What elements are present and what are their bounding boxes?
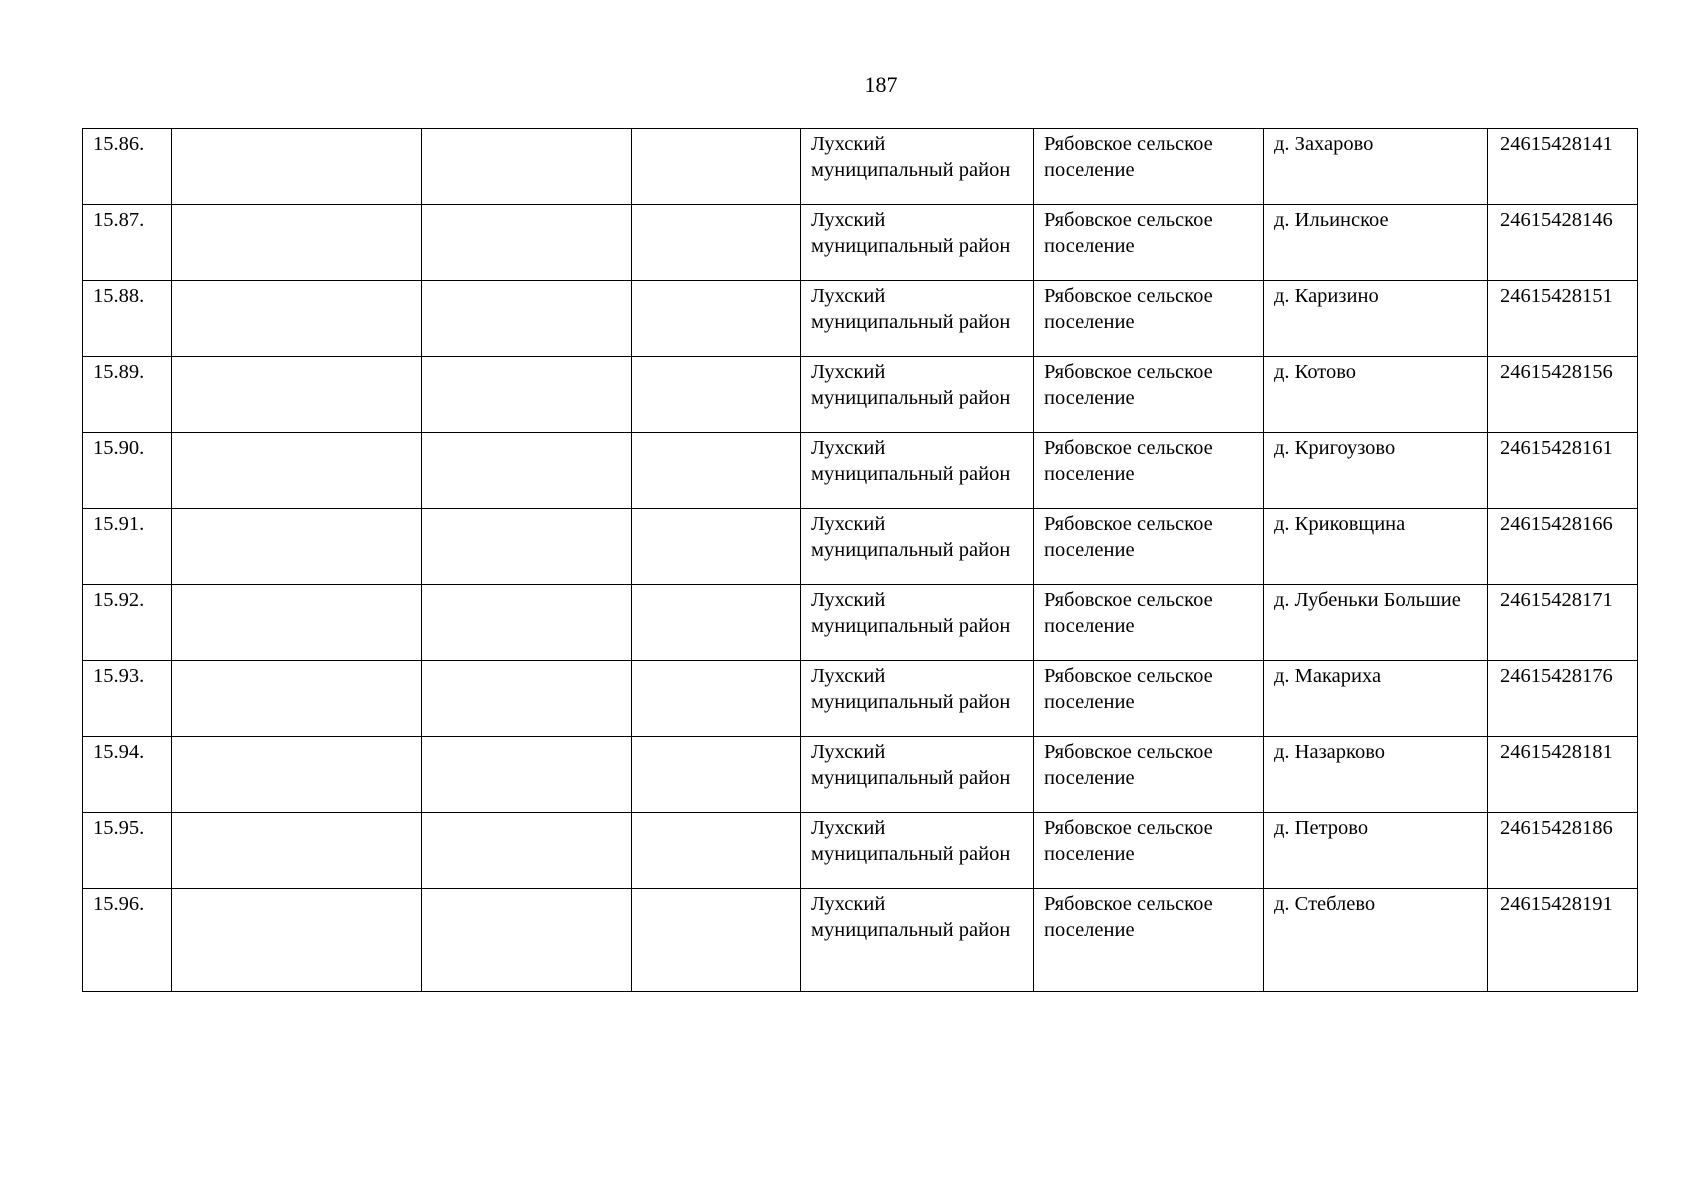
empty-cell [172, 813, 422, 889]
row-number: 15.94. [83, 737, 172, 813]
empty-cell [172, 661, 422, 737]
empty-cell [172, 357, 422, 433]
empty-cell [632, 129, 801, 205]
empty-cell [172, 205, 422, 281]
oktmo-code-cell: 24615428161 [1488, 433, 1638, 509]
settlement-cell: Рябовское сельское поселение [1034, 281, 1264, 357]
empty-cell [632, 281, 801, 357]
empty-cell [422, 509, 632, 585]
row-number: 15.92. [83, 585, 172, 661]
settlement-cell: Рябовское сельское поселение [1034, 509, 1264, 585]
empty-cell [172, 737, 422, 813]
oktmo-code-cell: 24615428151 [1488, 281, 1638, 357]
settlement-cell: Рябовское сельское поселение [1034, 433, 1264, 509]
settlement-cell: Рябовское сельское поселение [1034, 813, 1264, 889]
locality-cell: д. Каризино [1264, 281, 1488, 357]
table-row [83, 813, 1638, 889]
locality-table [82, 128, 1638, 992]
table-row [83, 585, 1638, 661]
oktmo-code-cell: 24615428141 [1488, 129, 1638, 205]
table-row [83, 889, 1638, 992]
empty-cell [422, 661, 632, 737]
oktmo-code-cell: 24615428171 [1488, 585, 1638, 661]
settlement-cell: Рябовское сельское поселение [1034, 205, 1264, 281]
settlement-cell: Рябовское сельское поселение [1034, 357, 1264, 433]
empty-cell [172, 509, 422, 585]
district-cell: Лухский муниципальный район [801, 813, 1034, 889]
row-number: 15.91. [83, 509, 172, 585]
district-cell: Лухский муниципальный район [801, 433, 1034, 509]
locality-cell: д. Кригоузово [1264, 433, 1488, 509]
row-number: 15.89. [83, 357, 172, 433]
locality-cell: д. Петрово [1264, 813, 1488, 889]
empty-cell [172, 889, 422, 992]
empty-cell [632, 585, 801, 661]
locality-cell: д. Лубеньки Большие [1264, 585, 1488, 661]
settlement-cell: Рябовское сельское поселение [1034, 585, 1264, 661]
row-number: 15.86. [83, 129, 172, 205]
empty-cell [632, 433, 801, 509]
row-number: 15.93. [83, 661, 172, 737]
district-cell: Лухский муниципальный район [801, 889, 1034, 992]
empty-cell [632, 509, 801, 585]
table-row [83, 661, 1638, 737]
table-row [83, 129, 1638, 205]
empty-cell [422, 813, 632, 889]
empty-cell [422, 433, 632, 509]
empty-cell [632, 661, 801, 737]
row-number: 15.87. [83, 205, 172, 281]
locality-cell: д. Криковщина [1264, 509, 1488, 585]
empty-cell [172, 585, 422, 661]
empty-cell [422, 357, 632, 433]
district-cell: Лухский муниципальный район [801, 281, 1034, 357]
locality-cell: д. Стеблево [1264, 889, 1488, 992]
empty-cell [632, 889, 801, 992]
empty-cell [422, 737, 632, 813]
empty-cell [172, 129, 422, 205]
oktmo-code-cell: 24615428176 [1488, 661, 1638, 737]
row-number: 15.95. [83, 813, 172, 889]
district-cell: Лухский муниципальный район [801, 205, 1034, 281]
district-cell: Лухский муниципальный район [801, 661, 1034, 737]
oktmo-code-cell: 24615428181 [1488, 737, 1638, 813]
locality-cell: д. Котово [1264, 357, 1488, 433]
oktmo-code-cell: 24615428191 [1488, 889, 1638, 992]
locality-cell: д. Макариха [1264, 661, 1488, 737]
locality-cell: д. Назарково [1264, 737, 1488, 813]
settlement-cell: Рябовское сельское поселение [1034, 661, 1264, 737]
empty-cell [172, 433, 422, 509]
page-number: 187 [864, 72, 898, 97]
empty-cell [172, 281, 422, 357]
table-row [83, 357, 1638, 433]
oktmo-code-cell: 24615428146 [1488, 205, 1638, 281]
district-cell: Лухский муниципальный район [801, 509, 1034, 585]
oktmo-code-cell: 24615428166 [1488, 509, 1638, 585]
empty-cell [632, 357, 801, 433]
locality-cell: д. Ильинское [1264, 205, 1488, 281]
oktmo-code-cell: 24615428186 [1488, 813, 1638, 889]
empty-cell [632, 205, 801, 281]
district-cell: Лухский муниципальный район [801, 357, 1034, 433]
empty-cell [422, 281, 632, 357]
empty-cell [422, 205, 632, 281]
district-cell: Лухский муниципальный район [801, 585, 1034, 661]
locality-cell: д. Захарово [1264, 129, 1488, 205]
settlement-cell: Рябовское сельское поселение [1034, 129, 1264, 205]
empty-cell [422, 889, 632, 992]
empty-cell [422, 585, 632, 661]
settlement-cell: Рябовское сельское поселение [1034, 889, 1264, 992]
empty-cell [632, 737, 801, 813]
table-row [83, 433, 1638, 509]
district-cell: Лухский муниципальный район [801, 737, 1034, 813]
row-number: 15.88. [83, 281, 172, 357]
oktmo-code-cell: 24615428156 [1488, 357, 1638, 433]
table-row [83, 509, 1638, 585]
district-cell: Лухский муниципальный район [801, 129, 1034, 205]
table-row [83, 281, 1638, 357]
settlement-cell: Рябовское сельское поселение [1034, 737, 1264, 813]
row-number: 15.90. [83, 433, 172, 509]
table-row [83, 737, 1638, 813]
table-row [83, 205, 1638, 281]
empty-cell [422, 129, 632, 205]
empty-cell [632, 813, 801, 889]
row-number: 15.96. [83, 889, 172, 992]
